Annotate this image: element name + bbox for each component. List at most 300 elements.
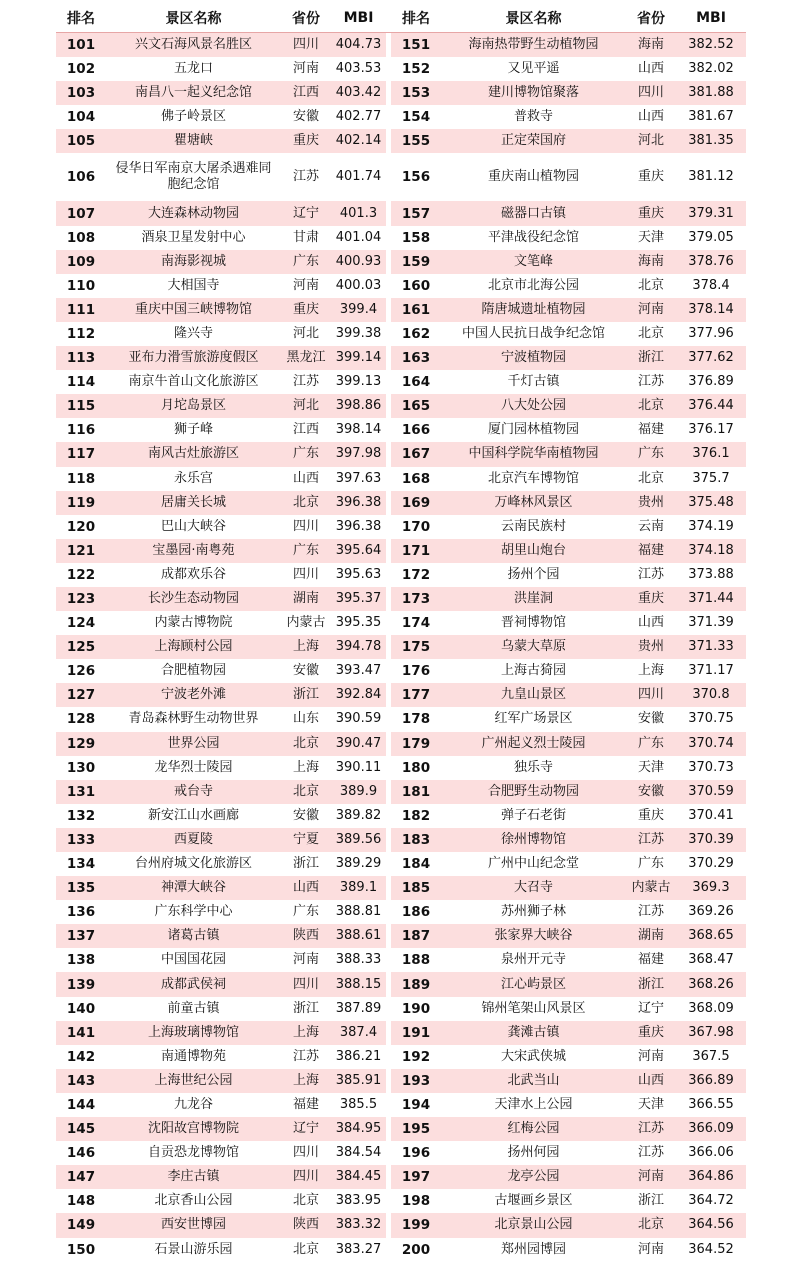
- cell-province-left: 广东: [292, 904, 319, 920]
- cell-rank-left: 117: [56, 442, 106, 466]
- cell-rank-left: 145: [56, 1117, 106, 1141]
- cell-mbi-left: 402.14: [331, 129, 386, 153]
- cell-mbi-right: 364.56: [676, 1213, 746, 1237]
- cell-rank-right: 169: [391, 491, 441, 515]
- cell-name-right: 张家界大峡谷: [441, 924, 626, 948]
- table-row: [56, 1238, 746, 1262]
- cell-name-left: 侵华日军南京大屠杀遇难同胞纪念馆: [115, 161, 272, 193]
- cell-name-right: 天津水上公园: [494, 1096, 573, 1112]
- cell-name-right: 八大处公园: [441, 394, 626, 418]
- cell-province-left: 广东: [281, 442, 331, 466]
- cell-province-left: 黑龙江: [281, 346, 331, 370]
- cell-mbi-left: 387.89: [335, 1000, 382, 1016]
- cell-province-left: 浙江: [281, 683, 331, 707]
- cell-name-right: 龙亭公园: [441, 1165, 626, 1189]
- cell-mbi-left: 398.86: [331, 394, 386, 418]
- table-row: [56, 1069, 746, 1093]
- cell-name-left: 中国国花园: [160, 952, 226, 968]
- cell-name-left: 酒泉卫星发射中心: [141, 229, 246, 245]
- cell-mbi-right: 375.7: [692, 470, 730, 486]
- cell-rank-left: 139: [56, 972, 106, 996]
- cell-province-left: 北京: [281, 732, 331, 756]
- cell-name-left: 自贡恐龙博物馆: [147, 1145, 239, 1161]
- cell-province-right: 重庆: [626, 201, 676, 225]
- table-row: [56, 1093, 746, 1117]
- cell-rank-left: 150: [66, 1241, 96, 1258]
- table-row: [56, 852, 746, 876]
- cell-mbi-left: 384.45: [331, 1165, 386, 1189]
- cell-province-left: 河北: [292, 325, 319, 341]
- cell-province-right: 四川: [626, 683, 676, 707]
- cell-name-left: 龙华烈士陵园: [154, 759, 233, 775]
- cell-name-right: 中国人民抗日战争纪念馆: [461, 325, 605, 341]
- cell-province-right: 重庆: [626, 1021, 676, 1045]
- table-row: [56, 274, 746, 298]
- cell-mbi-left: 385.5: [339, 1096, 378, 1112]
- cell-rank-right: 165: [391, 394, 441, 418]
- cell-province-left: 北京: [292, 1193, 319, 1209]
- cell-province-right: 河南: [637, 1048, 664, 1064]
- cell-mbi-left: 403.42: [331, 81, 386, 105]
- table-row: [56, 948, 746, 972]
- cell-province-right: 海南: [626, 33, 676, 58]
- table-row: [56, 635, 746, 659]
- cell-rank-left: 140: [66, 1000, 96, 1017]
- cell-rank-left: 131: [56, 780, 106, 804]
- cell-name-left: 瞿塘峡: [106, 129, 281, 153]
- cell-mbi-right: 382.02: [688, 61, 734, 77]
- cell-name-right: 正定荣国府: [441, 129, 626, 153]
- cell-mbi-right: 369.26: [688, 904, 734, 920]
- cell-name-left: 戒台寺: [106, 780, 281, 804]
- cell-mbi-left: 399.38: [335, 325, 382, 341]
- cell-province-left: 河南: [292, 277, 319, 293]
- cell-rank-left: 116: [66, 422, 96, 439]
- header-name-left: 景区名称: [106, 4, 281, 33]
- cell-rank-right: 195: [391, 1117, 441, 1141]
- table-body: [56, 33, 746, 1262]
- cell-name-left: 居庸关长城: [106, 491, 281, 515]
- cell-province-left: 辽宁: [281, 1117, 331, 1141]
- cell-mbi-left: 395.63: [335, 566, 382, 582]
- table-row: [56, 153, 746, 201]
- cell-name-left: 南通博物苑: [160, 1048, 226, 1064]
- cell-rank-left: 105: [56, 129, 106, 153]
- cell-mbi-left: 389.82: [335, 807, 382, 823]
- cell-rank-left: 122: [66, 566, 96, 583]
- cell-mbi-left: 401.3: [331, 201, 386, 225]
- cell-province-left: 山西: [292, 470, 319, 486]
- cell-mbi-left: 389.1: [331, 876, 386, 900]
- cell-province-right: 湖南: [626, 924, 676, 948]
- cell-mbi-right: 374.18: [676, 539, 746, 563]
- table-row: [56, 322, 746, 346]
- cell-mbi-left: 395.37: [331, 587, 386, 611]
- cell-province-left: 内蒙古: [286, 615, 326, 631]
- cell-mbi-right: 370.74: [676, 732, 746, 756]
- cell-rank-left: 115: [56, 394, 106, 418]
- cell-rank-right: 190: [401, 1000, 431, 1017]
- cell-mbi-left: 387.4: [331, 1021, 386, 1045]
- cell-province-right: 重庆: [637, 807, 664, 823]
- cell-province-right: 山西: [626, 1069, 676, 1093]
- cell-name-left: 合肥植物园: [160, 663, 226, 679]
- cell-province-left: 江西: [281, 81, 331, 105]
- table-row: [56, 1117, 746, 1141]
- cell-province-right: 江苏: [637, 374, 664, 390]
- cell-province-left: 浙江: [292, 1000, 319, 1016]
- cell-province-right: 北京: [626, 394, 676, 418]
- cell-province-right: 北京: [637, 470, 664, 486]
- cell-rank-right: 200: [401, 1241, 431, 1258]
- table-row: [56, 1213, 746, 1237]
- cell-name-left: 西夏陵: [106, 828, 281, 852]
- cell-mbi-left: 388.81: [335, 904, 382, 920]
- table-row: [56, 924, 746, 948]
- cell-province-right: 浙江: [626, 972, 676, 996]
- cell-rank-right: 182: [401, 807, 431, 824]
- cell-name-right: 广州起义烈士陵园: [441, 732, 626, 756]
- cell-rank-left: 141: [56, 1021, 106, 1045]
- cell-name-right: 普救寺: [513, 109, 553, 125]
- header-name-right: 景区名称: [441, 4, 626, 33]
- cell-name-right: 上海古猗园: [500, 663, 566, 679]
- cell-name-right: 弹子石老街: [500, 807, 566, 823]
- table-row: [56, 732, 746, 756]
- cell-mbi-right: 364.72: [688, 1193, 734, 1209]
- cell-rank-right: 189: [391, 972, 441, 996]
- cell-province-left: 山西: [281, 876, 331, 900]
- cell-mbi-left: 390.47: [331, 732, 386, 756]
- cell-mbi-right: 371.39: [688, 615, 734, 631]
- cell-rank-left: 135: [56, 876, 106, 900]
- cell-name-right: 锦州笔架山风景区: [481, 1000, 586, 1016]
- cell-mbi-left: 401.04: [335, 229, 382, 245]
- cell-province-right: 河南: [626, 1165, 676, 1189]
- cell-mbi-left: 388.61: [331, 924, 386, 948]
- table-row: [56, 33, 746, 58]
- cell-rank-left: 118: [66, 470, 96, 487]
- cell-province-right: 内蒙古: [626, 876, 676, 900]
- cell-name-left: 北京香山公园: [154, 1193, 233, 1209]
- cell-mbi-left: 395.64: [331, 539, 386, 563]
- cell-province-left: 山东: [292, 711, 319, 727]
- table-row: [56, 129, 746, 153]
- cell-province-right: 重庆: [626, 587, 676, 611]
- cell-rank-left: 127: [56, 683, 106, 707]
- cell-mbi-right: 367.5: [692, 1048, 730, 1064]
- cell-name-left: 西安世博园: [106, 1213, 281, 1237]
- cell-rank-left: 138: [66, 952, 96, 969]
- cell-mbi-right: 371.44: [676, 587, 746, 611]
- cell-rank-right: 161: [391, 298, 441, 322]
- table-row: [56, 515, 746, 539]
- cell-rank-left: 142: [66, 1048, 96, 1065]
- cell-province-right: 贵州: [626, 635, 676, 659]
- cell-rank-left: 143: [56, 1069, 106, 1093]
- table-row: [56, 876, 746, 900]
- cell-mbi-left: 390.59: [335, 711, 382, 727]
- cell-name-right: 洪崖洞: [441, 587, 626, 611]
- cell-name-right: 隋唐城遗址植物园: [441, 298, 626, 322]
- cell-name-left: 前童古镇: [167, 1000, 220, 1016]
- cell-rank-left: 123: [56, 587, 106, 611]
- cell-rank-right: 196: [401, 1145, 431, 1162]
- cell-mbi-right: 373.88: [688, 566, 734, 582]
- cell-province-right: 广东: [637, 856, 664, 872]
- cell-name-right: 文笔峰: [441, 250, 626, 274]
- cell-rank-left: 126: [66, 663, 96, 680]
- cell-name-right: 合肥野生动物园: [441, 780, 626, 804]
- table-row: [56, 828, 746, 852]
- table-row: [56, 587, 746, 611]
- cell-name-right: 郑州园博园: [500, 1241, 566, 1257]
- cell-province-right: 天津: [637, 1096, 664, 1112]
- header-province-left: 省份: [281, 4, 331, 33]
- cell-province-left: 安徽: [292, 109, 319, 125]
- cell-mbi-right: 379.05: [688, 229, 734, 245]
- cell-province-right: 山西: [637, 61, 664, 77]
- cell-name-left: 南京牛首山文化旅游区: [128, 374, 259, 390]
- cell-name-left: 南海影视城: [106, 250, 281, 274]
- cell-mbi-left: 399.4: [331, 298, 386, 322]
- cell-rank-left: 102: [66, 61, 96, 78]
- cell-rank-right: 192: [401, 1048, 431, 1065]
- cell-name-left: 神潭大峡谷: [106, 876, 281, 900]
- cell-name-left: 南风古灶旅游区: [106, 442, 281, 466]
- cell-name-left: 诸葛古镇: [106, 924, 281, 948]
- cell-name-left: 上海顾村公园: [106, 635, 281, 659]
- cell-province-left: 上海: [281, 635, 331, 659]
- cell-rank-left: 130: [66, 759, 96, 776]
- cell-name-left: 五龙口: [173, 61, 213, 77]
- cell-mbi-left: 402.77: [335, 109, 382, 125]
- cell-province-right: 江苏: [626, 1117, 676, 1141]
- cell-province-left: 湖南: [281, 587, 331, 611]
- cell-name-left: 新安江山水画廊: [147, 807, 239, 823]
- cell-rank-right: 181: [391, 780, 441, 804]
- cell-rank-right: 160: [401, 277, 431, 294]
- cell-rank-left: 134: [66, 856, 96, 873]
- cell-rank-right: 171: [391, 539, 441, 563]
- table-row: [56, 563, 746, 587]
- cell-rank-left: 119: [56, 491, 106, 515]
- table-row: [56, 298, 746, 322]
- cell-mbi-right: 366.09: [676, 1117, 746, 1141]
- cell-mbi-left: 404.73: [331, 33, 386, 58]
- cell-mbi-right: 374.19: [688, 518, 734, 534]
- cell-mbi-left: 389.9: [331, 780, 386, 804]
- cell-mbi-right: 364.86: [676, 1165, 746, 1189]
- header-rank-right: 排名: [391, 4, 441, 33]
- cell-rank-left: 112: [66, 325, 96, 342]
- cell-name-right: 北京市北海公园: [487, 277, 579, 293]
- cell-mbi-left: 396.38: [331, 491, 386, 515]
- cell-name-right: 苏州狮子林: [500, 904, 566, 920]
- cell-province-right: 四川: [626, 81, 676, 105]
- cell-name-right: 古堰画乡景区: [494, 1193, 573, 1209]
- cell-mbi-left: 384.54: [335, 1145, 382, 1161]
- cell-mbi-left: 388.15: [331, 972, 386, 996]
- cell-rank-left: 132: [66, 807, 96, 824]
- cell-mbi-right: 378.14: [676, 298, 746, 322]
- cell-mbi-right: 378.76: [676, 250, 746, 274]
- cell-province-left: 宁夏: [281, 828, 331, 852]
- cell-rank-right: 152: [401, 61, 431, 78]
- cell-mbi-right: 376.1: [676, 442, 746, 466]
- cell-mbi-right: 379.31: [676, 201, 746, 225]
- cell-province-right: 江苏: [637, 904, 664, 920]
- table-row: [56, 707, 746, 731]
- cell-mbi-right: 382.52: [676, 33, 746, 58]
- table-row: [56, 539, 746, 563]
- cell-name-left: 九龙谷: [173, 1096, 213, 1112]
- cell-rank-right: 159: [391, 250, 441, 274]
- cell-mbi-left: 389.29: [335, 856, 382, 872]
- header-mbi-right: MBI: [676, 4, 746, 33]
- cell-province-right: 北京: [637, 325, 664, 341]
- cell-province-left: 北京: [292, 1241, 319, 1257]
- cell-mbi-right: 370.8: [676, 683, 746, 707]
- cell-rank-right: 153: [391, 81, 441, 105]
- table-row: [56, 756, 746, 780]
- cell-province-left: 安徽: [292, 663, 319, 679]
- table-row: [56, 900, 746, 924]
- table-row: [56, 1045, 746, 1069]
- cell-province-left: 河南: [292, 61, 319, 77]
- cell-rank-right: 166: [401, 422, 431, 439]
- cell-name-right: 江心屿景区: [441, 972, 626, 996]
- table-row: [56, 804, 746, 828]
- cell-province-left: 上海: [281, 1069, 331, 1093]
- cell-mbi-right: 366.55: [688, 1096, 734, 1112]
- cell-name-right: 扬州个园: [507, 566, 560, 582]
- table-row: [56, 442, 746, 466]
- cell-name-right: 大召寺: [441, 876, 626, 900]
- cell-name-right: 平津战役纪念馆: [487, 229, 579, 245]
- cell-name-right: 独乐寺: [513, 759, 553, 775]
- cell-mbi-right: 368.47: [688, 952, 734, 968]
- cell-mbi-right: 375.48: [676, 491, 746, 515]
- cell-mbi-left: 386.21: [335, 1048, 382, 1064]
- cell-rank-left: 103: [56, 81, 106, 105]
- cell-province-right: 江苏: [637, 566, 664, 582]
- cell-mbi-right: 370.75: [688, 711, 734, 727]
- table-row: [56, 467, 746, 491]
- cell-mbi-right: 376.89: [688, 374, 734, 390]
- table-row: [56, 346, 746, 370]
- cell-mbi-right: 366.06: [688, 1145, 734, 1161]
- cell-mbi-right: 370.29: [688, 856, 734, 872]
- table-row: [56, 1141, 746, 1165]
- cell-rank-right: 168: [401, 470, 431, 487]
- cell-rank-left: 136: [66, 904, 96, 921]
- cell-name-left: 南昌八一起义纪念馆: [106, 81, 281, 105]
- cell-rank-left: 109: [56, 250, 106, 274]
- cell-province-left: 上海: [292, 759, 319, 775]
- cell-mbi-left: 394.78: [331, 635, 386, 659]
- cell-name-right: 红军广场景区: [494, 711, 573, 727]
- cell-mbi-right: 378.4: [692, 277, 730, 293]
- cell-mbi-left: 399.13: [335, 374, 382, 390]
- cell-name-left: 重庆中国三峡博物馆: [106, 298, 281, 322]
- cell-name-right: 建川博物馆聚落: [441, 81, 626, 105]
- cell-rank-right: 170: [401, 518, 431, 535]
- header-row: [56, 4, 746, 33]
- cell-name-left: 台州府城文化旅游区: [134, 856, 252, 872]
- cell-mbi-right: 381.12: [688, 169, 734, 185]
- cell-rank-right: 197: [391, 1165, 441, 1189]
- cell-rank-left: 106: [66, 169, 96, 186]
- table-row: [56, 201, 746, 225]
- cell-rank-right: 185: [391, 876, 441, 900]
- cell-rank-left: 114: [66, 374, 96, 391]
- cell-name-left: 沈阳故宫博物院: [106, 1117, 281, 1141]
- cell-name-right: 又见平遥: [507, 61, 560, 77]
- cell-province-right: 河南: [637, 1241, 664, 1257]
- cell-province-left: 广东: [281, 539, 331, 563]
- table-row: [56, 780, 746, 804]
- cell-rank-right: 176: [401, 663, 431, 680]
- cell-name-right: 广州中山纪念堂: [487, 856, 579, 872]
- cell-mbi-left: 389.56: [331, 828, 386, 852]
- cell-name-right: 扬州何园: [507, 1145, 560, 1161]
- cell-rank-right: 158: [401, 229, 431, 246]
- cell-mbi-left: 403.53: [335, 61, 382, 77]
- cell-province-right: 浙江: [626, 346, 676, 370]
- cell-province-left: 重庆: [281, 298, 331, 322]
- cell-mbi-left: 383.27: [335, 1241, 382, 1257]
- cell-rank-left: 120: [66, 518, 96, 535]
- table-row: [56, 226, 746, 250]
- cell-rank-left: 124: [66, 615, 96, 632]
- cell-rank-left: 137: [56, 924, 106, 948]
- cell-mbi-right: 371.17: [688, 663, 734, 679]
- cell-mbi-left: 383.32: [331, 1213, 386, 1237]
- cell-mbi-right: 381.88: [676, 81, 746, 105]
- cell-rank-right: 179: [391, 732, 441, 756]
- cell-province-right: 江苏: [626, 828, 676, 852]
- cell-name-left: 大相国寺: [167, 277, 220, 293]
- cell-name-right: 磁器口古镇: [441, 201, 626, 225]
- cell-rank-right: 167: [391, 442, 441, 466]
- cell-province-right: 北京: [626, 1213, 676, 1237]
- cell-name-left: 宁波老外滩: [106, 683, 281, 707]
- cell-mbi-left: 397.98: [331, 442, 386, 466]
- cell-province-left: 江西: [292, 422, 319, 438]
- table-row: [56, 659, 746, 683]
- cell-rank-right: 173: [391, 587, 441, 611]
- cell-mbi-right: 369.3: [676, 876, 746, 900]
- cell-rank-right: 178: [401, 711, 431, 728]
- cell-province-left: 四川: [292, 1145, 319, 1161]
- cell-name-right: 龚滩古镇: [441, 1021, 626, 1045]
- cell-province-right: 海南: [626, 250, 676, 274]
- cell-province-left: 江苏: [292, 169, 319, 185]
- cell-name-left: 长沙生态动物园: [106, 587, 281, 611]
- cell-rank-right: 183: [391, 828, 441, 852]
- cell-province-left: 甘肃: [292, 229, 319, 245]
- cell-mbi-left: 399.14: [331, 346, 386, 370]
- cell-name-left: 石景山游乐园: [154, 1241, 233, 1257]
- cell-mbi-left: 400.03: [335, 277, 382, 293]
- cell-rank-right: 174: [401, 615, 431, 632]
- cell-name-right: 千灯古镇: [507, 374, 560, 390]
- cell-mbi-right: 376.17: [688, 422, 734, 438]
- cell-name-left: 佛子岭景区: [160, 109, 226, 125]
- cell-province-right: 河南: [626, 298, 676, 322]
- cell-name-left: 成都武侯祠: [106, 972, 281, 996]
